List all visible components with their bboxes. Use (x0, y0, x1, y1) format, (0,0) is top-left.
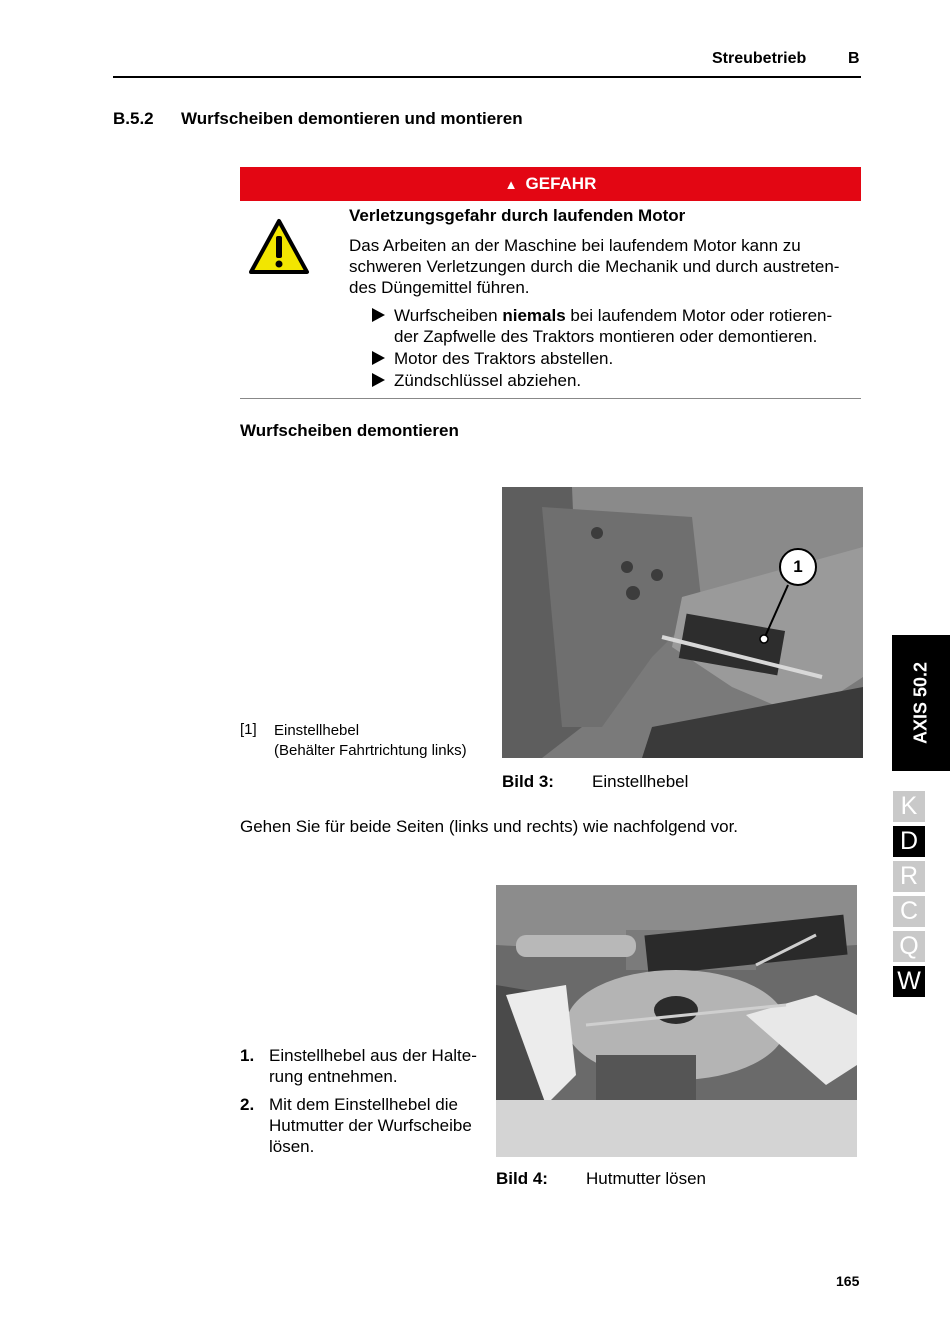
arrow-right-icon (372, 373, 385, 387)
danger-description (349, 235, 864, 298)
figure-4-caption-label: Bild 4: (496, 1169, 548, 1188)
danger-text-line: Das Arbeiten an der Maschine bei laufendem Motor kann zu (349, 236, 801, 255)
danger-bullet: Wurfscheiben niemals bei laufendem Motor oder rotieren- der Zapfwelle des Traktors montieren oder demontieren. (372, 305, 867, 347)
danger-text-line: schweren Verletzungen durch die Mechanik und durch austreten- (349, 257, 840, 276)
danger-bullet-list (372, 305, 867, 392)
section-number: B.5.2 (113, 109, 154, 128)
danger-heading: Verletzungsgefahr durch laufenden Motor (349, 206, 686, 225)
header-title: Streubetrieb (712, 50, 807, 67)
language-tab-r: R (893, 861, 925, 892)
danger-bullet: Motor des Traktors abstellen. (372, 348, 867, 369)
language-tab-c: C (893, 896, 925, 927)
header-rule (113, 76, 861, 78)
arrow-right-icon (372, 308, 385, 322)
figure-4-caption-text: Hutmutter lösen (586, 1169, 706, 1188)
language-tab-k: K (893, 791, 925, 822)
figure-3-caption-label: Bild 3: (502, 772, 554, 791)
step-item: 1. Einstellhebel aus der Halte- rung entnehmen. (240, 1046, 477, 1086)
figure-3-caption-text: Einstellhebel (592, 772, 689, 791)
figure-3-photo (502, 487, 863, 758)
product-side-tab (892, 635, 950, 771)
product-side-tab-text: AXIS 50.2 (910, 661, 931, 745)
header-chapter-letter: B (848, 50, 860, 67)
figure-4-photo (496, 885, 857, 1157)
warning-sign-icon (248, 218, 310, 276)
instruction-paragraph: Gehen Sie für beide Seiten (links und rechts) wie nachfolgend vor. (240, 817, 739, 836)
legend-text: Einstellhebel (Behälter Fahrtrichtung links) (274, 722, 467, 759)
callout-1: 1 (779, 548, 817, 586)
emphasis-niemals: niemals (502, 306, 566, 325)
language-tab-w: W (893, 966, 925, 997)
danger-label: GEFAHR (525, 174, 597, 193)
step-item: 2. Mit dem Einstellhebel die Hutmutter der Wurfscheibe lösen. (240, 1095, 472, 1156)
danger-text-line: des Düngemittel führen. (349, 278, 530, 297)
danger-bar (240, 167, 861, 201)
language-tab-q: Q (893, 931, 925, 962)
language-tab-d: D (893, 826, 925, 857)
danger-bottom-rule (240, 398, 861, 399)
section-title: Wurfscheiben demontieren und montieren (181, 109, 523, 128)
warning-triangle-small-icon: ▲ (504, 176, 518, 192)
page-number: 165 (836, 1273, 860, 1289)
danger-bullet: Zündschlüssel abziehen. (372, 370, 867, 391)
step-list (240, 1045, 490, 1164)
legend-number: [1] (240, 721, 257, 738)
arrow-right-icon (372, 351, 385, 365)
subsection-title: Wurfscheiben demontieren (240, 421, 459, 440)
